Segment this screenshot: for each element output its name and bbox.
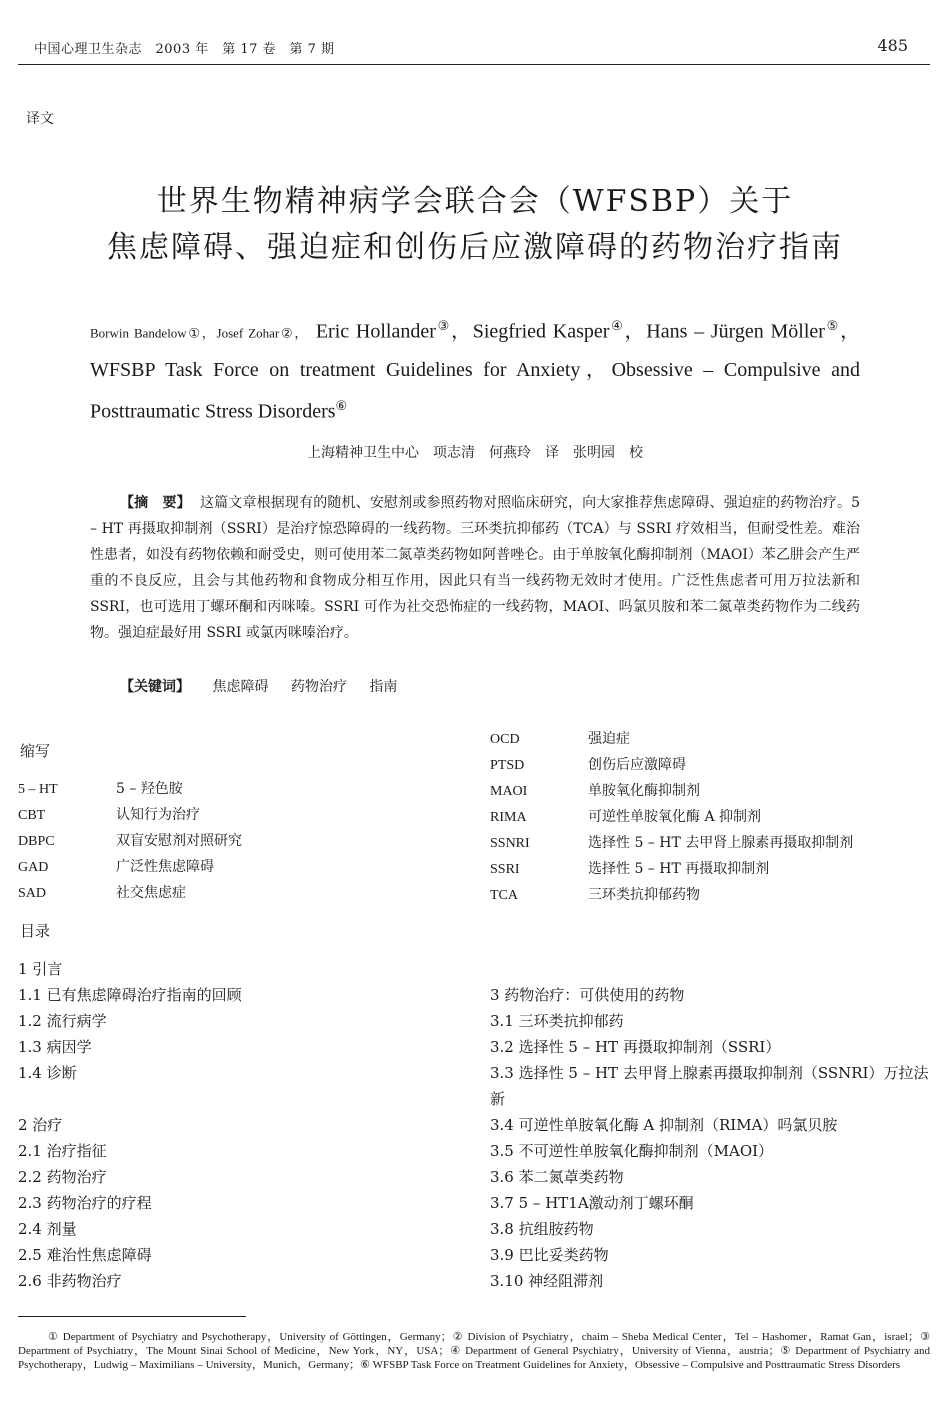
abbreviation-definition: 社交焦虑症	[116, 885, 186, 901]
abbreviation-definition: 认知行为治疗	[116, 807, 200, 823]
toc-entry: 2 治疗	[18, 1116, 63, 1134]
abbreviations-left	[18, 776, 242, 906]
abbreviation-definition: 双盲安慰剂对照研究	[116, 833, 242, 849]
header-rule	[18, 64, 930, 65]
toc-entry: 3.4 可逆性单胺氧化酶 A 抑制剂（RIMA）吗氯贝胺	[490, 1116, 838, 1134]
toc-entry: 3 药物治疗：可供使用的药物	[490, 986, 685, 1004]
abstract-text: 这篇文章根据现有的随机、安慰剂或参照药物对照临床研究，向大家推荐焦虑障碍、强迫症的药物治疗。5 – HT 再摄取抑制剂（SSRI）是治疗惊恐障碍的一线药物。三环类抗抑郁药（TCA）与 SSRI 疗效相当，但耐受性差。难治性患者，如没有药物依赖和耐受史，则可使用苯二氮䓬类药物如阿普唑仑。由于单胺氧化酶抑制剂（MAOI）苯乙肼会产生严重的不良反应，且会与其他药物和食物成分相互作用，因此只有当一线药物无效时才使用。广泛性焦虑者可用万拉法新和 SSRI，也可选用丁螺环酮和丙咪嗪。SSRI 可作为社交恐怖症的一线药物，MAOI、吗氯贝胺和苯二氮䓬类药物作为二线药物。强迫症最好用 SSRI 或氯丙咪嗪治疗。	[90, 495, 861, 641]
toc-entry: 3.10 神经阻滞剂	[490, 1272, 604, 1290]
title-line-2: 焦虑障碍、强迫症和创伤后应激障碍的药物治疗指南	[107, 230, 843, 265]
abbreviation-row	[490, 752, 853, 778]
section-tag: 译文	[26, 111, 54, 127]
running-header: 中国心理卫生杂志 2003 年 第 17 卷 第 7 期	[34, 42, 335, 57]
toc-entry: 3.2 选择性 5 – HT 再摄取抑制剂（SSRI）	[490, 1038, 781, 1056]
abstract	[90, 490, 860, 646]
toc-entry: 1.4 诊断	[18, 1064, 77, 1082]
abbreviation: OCD	[490, 732, 520, 747]
affiliation-mark: ⑥	[335, 397, 348, 413]
abbreviation-row	[490, 856, 853, 882]
abbreviation-row	[490, 830, 853, 856]
affiliation-mark: ③	[435, 318, 451, 333]
abbreviation: RIMA	[490, 810, 527, 825]
toc-entry: 3.1 三环类抗抑郁药	[490, 1012, 624, 1030]
abbreviation-row	[490, 882, 853, 908]
toc-entry: 3.5 不可逆性单胺氧化酶抑制剂（MAOI）	[490, 1142, 774, 1160]
toc-left-column	[18, 956, 242, 1294]
abbreviation-definition: 创伤后应激障碍	[588, 757, 686, 773]
abbreviation-row	[18, 828, 242, 854]
abbreviation-row	[18, 776, 242, 802]
abbreviation-definition: 广泛性焦虑障碍	[116, 859, 214, 875]
toc-entry: 3.3 选择性 5 – HT 去甲肾上腺素再摄取抑制剂（SSNRI）万拉法新	[490, 1064, 929, 1108]
toc-entry: 2.6 非药物治疗	[18, 1272, 122, 1290]
toc-entry: 2.2 药物治疗	[18, 1168, 107, 1186]
keyword: 指南	[369, 679, 398, 695]
abbreviation: DBPC	[18, 834, 55, 849]
abbreviation-definition: 三环类抗抑郁药物	[588, 887, 700, 903]
abstract-label: 【摘 要】	[120, 495, 191, 511]
affiliation-mark: ⑤	[824, 318, 841, 333]
page-number: 485	[877, 36, 908, 55]
translator-credits: 上海精神卫生中心 项志清 何燕玲 译 张明园 校	[307, 445, 643, 461]
author-name: ，Hans – Jürgen Möller	[624, 320, 825, 343]
abbreviation: 5 – HT	[18, 782, 58, 797]
keyword: 焦虑障碍	[212, 679, 269, 695]
abbreviation-definition: 强迫症	[588, 731, 630, 747]
title-line-1: 世界生物精神病学会联合会（WFSBP）关于	[156, 184, 794, 219]
abbreviation: SSRI	[490, 862, 520, 877]
toc-heading: 目录	[20, 922, 51, 940]
keywords-label: 【关键词】	[120, 679, 190, 695]
author-group: ，WFSBP Task Force on treatment Guidelines for Anxiety，Obsessive – Compulsive and Posttraumatic Stress Disorders	[90, 320, 861, 423]
affiliation-mark: ④	[609, 318, 625, 333]
toc-entry: 3.8 抗组胺药物	[490, 1220, 594, 1238]
abbreviation-row	[490, 778, 853, 804]
toc-entry: 3.6 苯二氮䓬类药物	[490, 1168, 624, 1186]
toc-entry: 2.5 难治性焦虑障碍	[18, 1246, 152, 1264]
toc-entry: 1.2 流行病学	[18, 1012, 107, 1030]
toc-entry: 2.1 治疗指征	[18, 1142, 107, 1160]
affiliation-footnote: ① Department of Psychiatry and Psychotherapy，University of Göttingen，Germany；② Division of Psychiatry，chaim – Sheba Medical Center，Tel – Hashomer，Ramat Gan，israel；③ Department of Psychiatry，The Mount Sinai School of Medicine，New York，NY，USA；④ Department of General Psychiatry，University of Vienna，austria；⑤ Department of Psychiatry and Psychotherapy，Ludwig – Maximilians – University，Munich，Germany；⑥ WFSBP Task Force on Treatment Guidelines for Anxiety，Obsessive – Compulsive and Posttraumatic Stress Disorders	[18, 1331, 930, 1371]
abbreviation-definition: 选择性 5 – HT 去甲肾上腺素再摄取抑制剂	[588, 835, 854, 851]
abbreviation: CBT	[18, 808, 46, 823]
abbreviation-row	[490, 804, 853, 830]
abbreviations-heading: 缩写	[20, 742, 51, 760]
author-names-small: Borwin Bandelow①，Josef Zohar②，	[90, 325, 310, 341]
abbreviation: SSNRI	[490, 836, 530, 851]
abbreviation: TCA	[490, 888, 518, 903]
footnote-rule	[18, 1316, 246, 1317]
author-name: ，Siegfried Kasper	[450, 320, 610, 343]
toc-entry: 2.3 药物治疗的疗程	[18, 1194, 152, 1212]
abbreviation-row	[18, 880, 242, 906]
toc-entry: 1 引言	[18, 960, 63, 978]
abbreviation-definition: 单胺氧化酶抑制剂	[588, 783, 700, 799]
abbreviation-row	[18, 854, 242, 880]
toc-entry: 1.1 已有焦虑障碍治疗指南的回顾	[18, 986, 242, 1004]
toc-entry: 3.7 5 – HT1A激动剂丁螺环酮	[490, 1194, 694, 1212]
toc-entry: 1.3 病因学	[18, 1038, 92, 1056]
toc-entry: 2.4 剂量	[18, 1220, 77, 1238]
abbreviation: GAD	[18, 860, 49, 875]
abbreviations-right	[490, 726, 853, 908]
abbreviation-definition: 5 – 羟色胺	[116, 781, 183, 797]
abbreviation-row	[18, 802, 242, 828]
keywords	[120, 676, 397, 696]
abbreviation: PTSD	[490, 758, 525, 773]
abbreviation: MAOI	[490, 784, 528, 799]
keyword: 药物治疗	[290, 679, 347, 695]
abbreviation: SAD	[18, 886, 47, 901]
author-name: Eric Hollander	[315, 320, 436, 343]
abbreviation-definition: 可逆性单胺氧化酶 A 抑制剂	[588, 809, 762, 825]
author-list	[90, 308, 860, 429]
toc-entry: 3.9 巴比妥类药物	[490, 1246, 609, 1264]
abbreviation-row	[490, 726, 853, 752]
toc-right-column	[490, 982, 930, 1294]
abbreviation-definition: 选择性 5 – HT 再摄取抑制剂	[588, 861, 770, 877]
